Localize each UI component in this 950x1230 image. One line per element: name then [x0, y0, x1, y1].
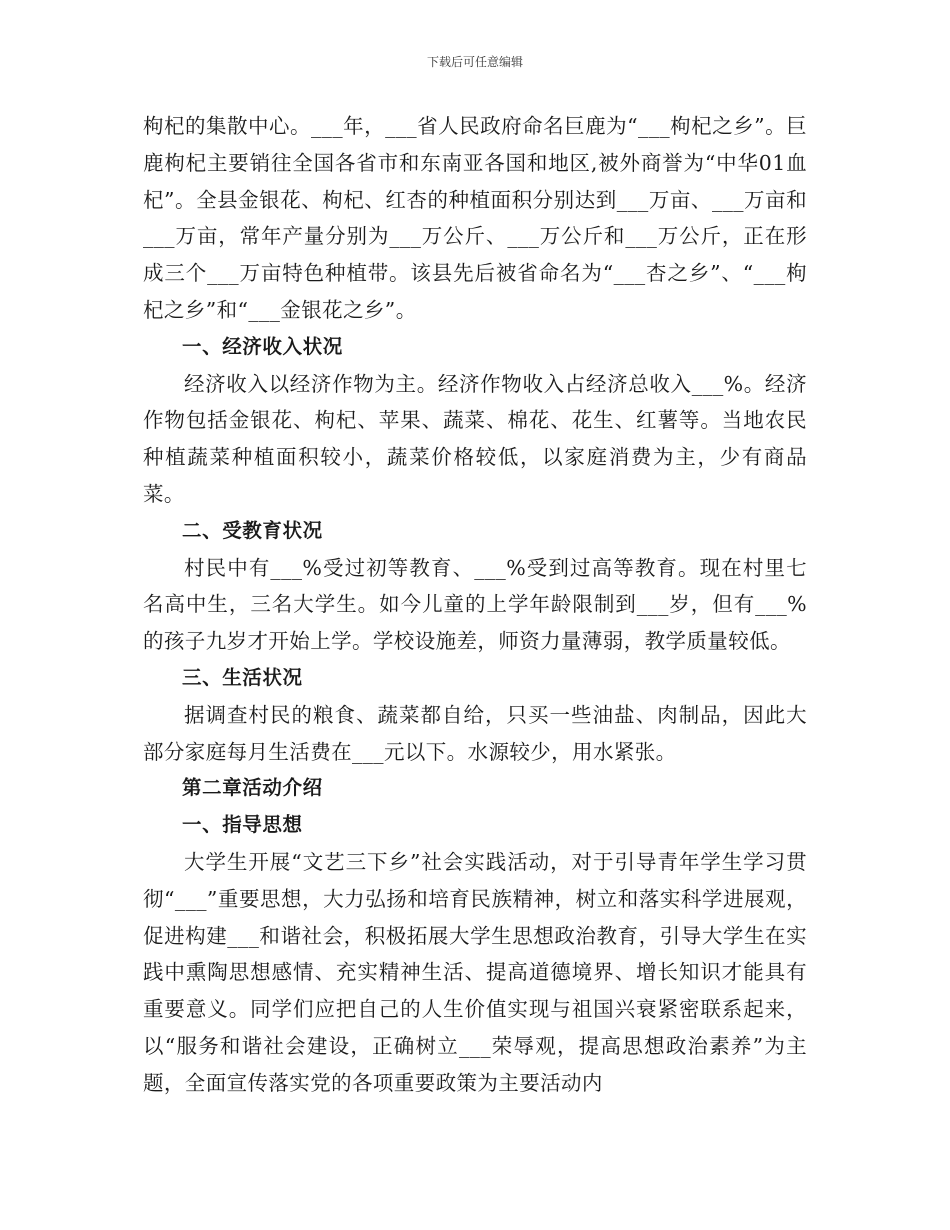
- section-heading-education: 二、受教育状况: [182, 518, 323, 542]
- paragraph-living: 据调查村民的粮食、蔬菜都自给，只买一些油盐、肉制品，因此大部分家庭每月生活费在___元以下。水源较少，用水紧张。: [143, 702, 807, 764]
- paragraph-education: 村民中有___%受过初等教育、___%受到过高等教育。现在村里七名高中生，三名大学生。如今儿童的上学年龄限制到___岁，但有___%的孩子九岁才开始上学。学校设施差，师资力量薄弱，教学质量较低。: [143, 555, 807, 654]
- paragraph-economic-income: 经济收入以经济作物为主。经济作物收入占经济总收入___%。经济作物包括金银花、枸杞、苹果、蔬菜、棉花、花生、红薯等。当地农民种植蔬菜种植面积较小，蔬菜价格较低，以家庭消费为主，少有商品菜。: [143, 371, 807, 506]
- paragraph-guiding-ideology: 大学生开展“文艺三下乡”社会实践活动，对于引导青年学生学习贯彻“___”重要思想，大力弘扬和培育民族精神，树立和落实科学进展观，促进构建___和谐社会，积极拓展大学生思想政治教育，引导大学生在实践中熏陶思想感情、充实精神生活、提高道德境界、增长知识才能具有重要意义。同学们应把自己的人生价值实现与祖国兴衰紧密联系起来，以“服务和谐社会建设，正确树立___荣辱观，提高思想政治素养”为主题，全面宣传落实党的各项重要政策为主要活动内: [143, 849, 807, 1095]
- page-header: 下载后可任意编辑: [426, 55, 523, 69]
- section-heading-living: 三、生活状况: [182, 665, 303, 689]
- document-body: [143, 108, 807, 1102]
- chapter-heading-activity: 第二章活动介绍: [182, 776, 323, 800]
- section-heading-economic-income: 一、经济收入状况: [182, 334, 343, 358]
- section-heading-guiding-ideology: 一、指导思想: [182, 813, 303, 837]
- paragraph-intro: 枸杞的集散中心。___年，___省人民政府命名巨鹿为“___枸杞之乡”。巨鹿枸杞主要销往全国各省市和东南亚各国和地区,被外商誉为“中华01血杞”。全县金银花、枸杞、红杏的种植面积分别达到___万亩、___万亩和___万亩，常年产量分别为___万公斤、___万公斤和___万公斤，正在形成三个___万亩特色种植带。该县先后被省命名为“___杏之乡”、“___枸杞之乡”和“___金银花之乡”。: [143, 114, 807, 322]
